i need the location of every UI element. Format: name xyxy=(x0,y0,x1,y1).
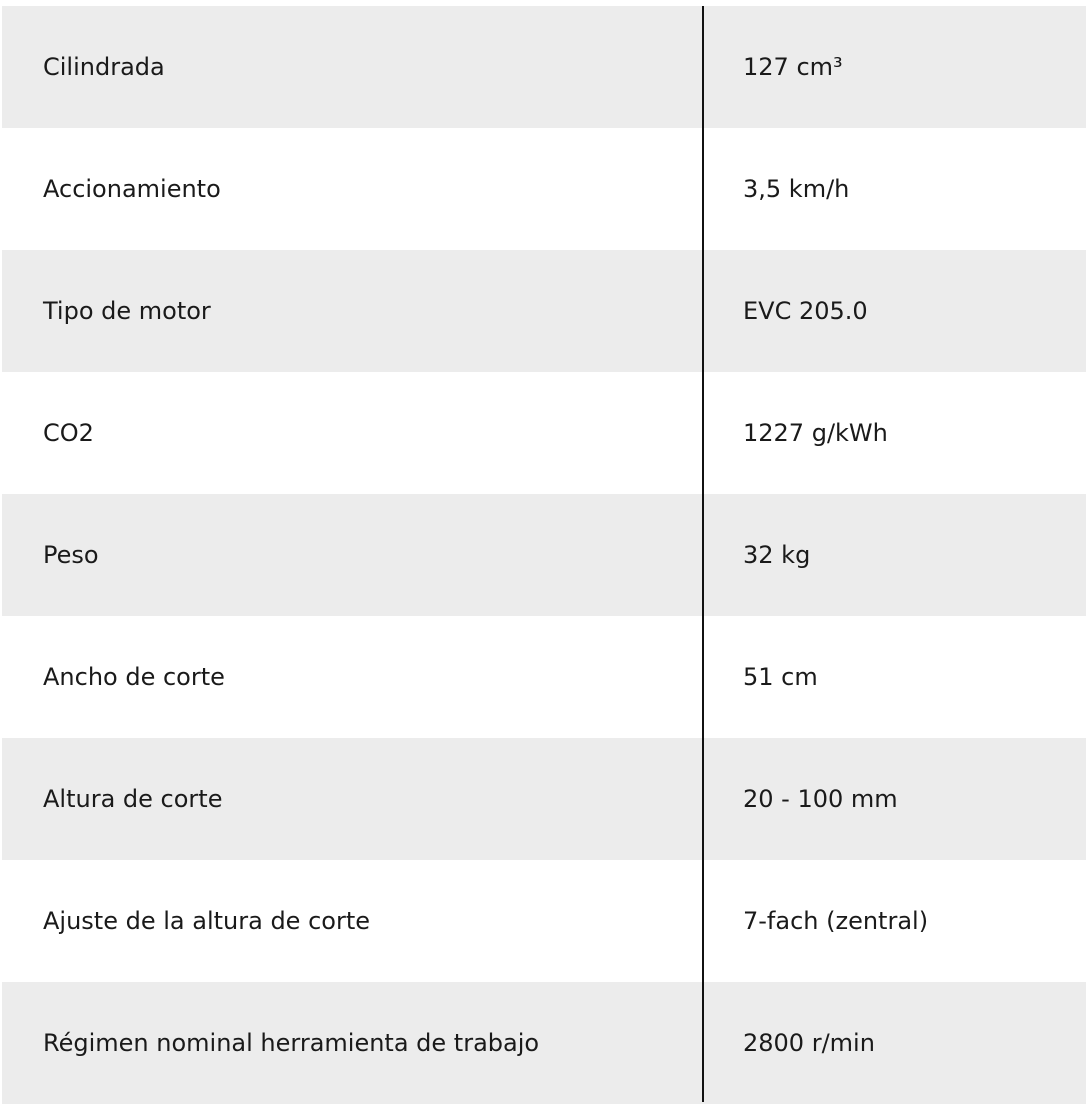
spec-row-tipo-de-motor xyxy=(2,250,1086,372)
spec-row-ajuste-altura-de-corte xyxy=(2,860,1086,982)
spec-value: 32 kg xyxy=(743,541,811,569)
spec-value: 51 cm xyxy=(743,663,818,691)
spec-label: Ancho de corte xyxy=(43,663,225,691)
spec-value: 20 - 100 mm xyxy=(743,785,898,813)
spec-label: Cilindrada xyxy=(43,53,165,81)
spec-row-regimen-nominal xyxy=(2,982,1086,1104)
spec-label: Peso xyxy=(43,541,99,569)
spec-label: Accionamiento xyxy=(43,175,221,203)
spec-value: 1227 g/kWh xyxy=(743,419,888,447)
spec-value: 3,5 km/h xyxy=(743,175,850,203)
spec-value: 2800 r/min xyxy=(743,1029,875,1057)
spec-value: 127 cm³ xyxy=(743,53,843,81)
spec-label: Tipo de motor xyxy=(43,297,211,325)
spec-row-co2 xyxy=(2,372,1086,494)
column-divider xyxy=(702,6,704,1102)
spec-value: EVC 205.0 xyxy=(743,297,868,325)
spec-label: CO2 xyxy=(43,419,94,447)
spec-label: Régimen nominal herramienta de trabajo xyxy=(43,1029,540,1057)
spec-row-altura-de-corte xyxy=(2,738,1086,860)
spec-table xyxy=(2,6,1086,1102)
spec-value: 7-fach (zentral) xyxy=(743,907,929,935)
spec-label: Ajuste de la altura de corte xyxy=(43,907,370,935)
spec-row-ancho-de-corte xyxy=(2,616,1086,738)
spec-row-peso xyxy=(2,494,1086,616)
spec-row-accionamiento xyxy=(2,128,1086,250)
spec-row-cilindrada xyxy=(2,6,1086,128)
spec-label: Altura de corte xyxy=(43,785,223,813)
